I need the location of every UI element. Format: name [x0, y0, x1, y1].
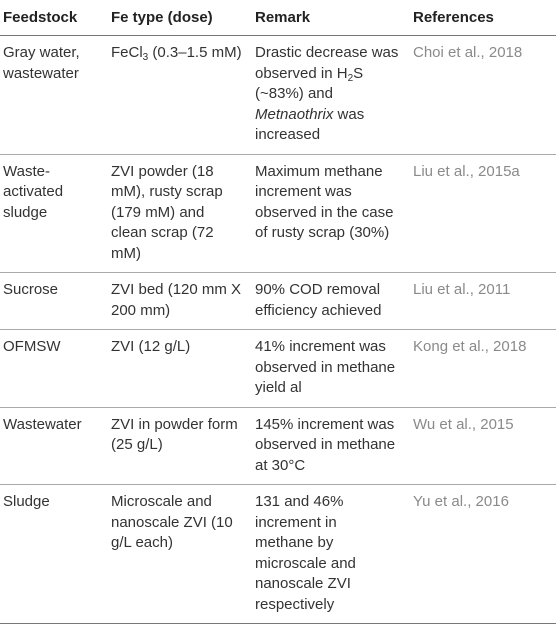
remark-text: S (~83%) and: [255, 64, 364, 102]
remark-cell: 41% increment was observed in methane yield al: [247, 330, 403, 408]
fe-type-dose: (0.3–1.5 mM): [148, 44, 242, 61]
header-remark: Remark: [247, 6, 403, 36]
remark-subscript: 2: [347, 72, 354, 84]
reference-cell: Yu et al., 2016: [403, 485, 556, 624]
header-feedstock: Feedstock: [0, 6, 102, 36]
table-row: [0, 36, 556, 155]
remark-cell: 131 and 46% increment in methane by microscale and nanoscale ZVI respectively: [247, 485, 403, 624]
fe-type-cell: ZVI in powder form (25 g/L): [102, 407, 247, 485]
fe-type-cell: ZVI bed (120 mm X 200 mm): [102, 273, 247, 330]
remark-text: Drastic decrease was observed in H: [255, 44, 399, 82]
feedstock-cell: Gray water, wastewater: [0, 36, 102, 155]
feedstock-cell: Sludge: [0, 485, 102, 624]
header-references: References: [403, 6, 556, 36]
reference-cell: Choi et al., 2018: [403, 36, 556, 155]
header-row: [0, 6, 556, 36]
table-row: [0, 273, 556, 330]
feedstock-cell: Wastewater: [0, 407, 102, 485]
reference-cell: Kong et al., 2018: [403, 330, 556, 408]
header-fe-type: Fe type (dose): [102, 6, 247, 36]
table-row: [0, 485, 556, 624]
table-row: [0, 407, 556, 485]
fe-type-text: FeCl: [111, 44, 143, 61]
table-row: [0, 154, 556, 273]
feedstock-cell: Sucrose: [0, 273, 102, 330]
fe-type-cell: Microscale and nanoscale ZVI (10 g/L each): [102, 485, 247, 624]
remark-cell: 145% increment was observed in methane at 30°C: [247, 407, 403, 485]
remark-italic-taxon: Metnaothrix: [255, 105, 334, 123]
remark-text: was increased: [255, 105, 365, 143]
data-table: [0, 6, 556, 624]
feedstock-cell: Waste-activated sludge: [0, 154, 102, 273]
table-row: [0, 330, 556, 408]
remark-cell: Maximum methane increment was observed in the case of rusty scrap (30%): [247, 154, 403, 273]
reference-cell: Liu et al., 2011: [403, 273, 556, 330]
remark-cell: [247, 36, 403, 155]
fe-type-cell: ZVI powder (18 mM), rusty scrap (179 mM) and clean scrap (72 mM): [102, 154, 247, 273]
fe-type-cell: [102, 36, 247, 155]
feedstock-cell: OFMSW: [0, 330, 102, 408]
reference-cell: Wu et al., 2015: [403, 407, 556, 485]
remark-cell: 90% COD removal efficiency achieved: [247, 273, 403, 330]
reference-cell: Liu et al., 2015a: [403, 154, 556, 273]
fe-type-subscript: 3: [142, 52, 149, 63]
fe-type-cell: ZVI (12 g/L): [102, 330, 247, 408]
